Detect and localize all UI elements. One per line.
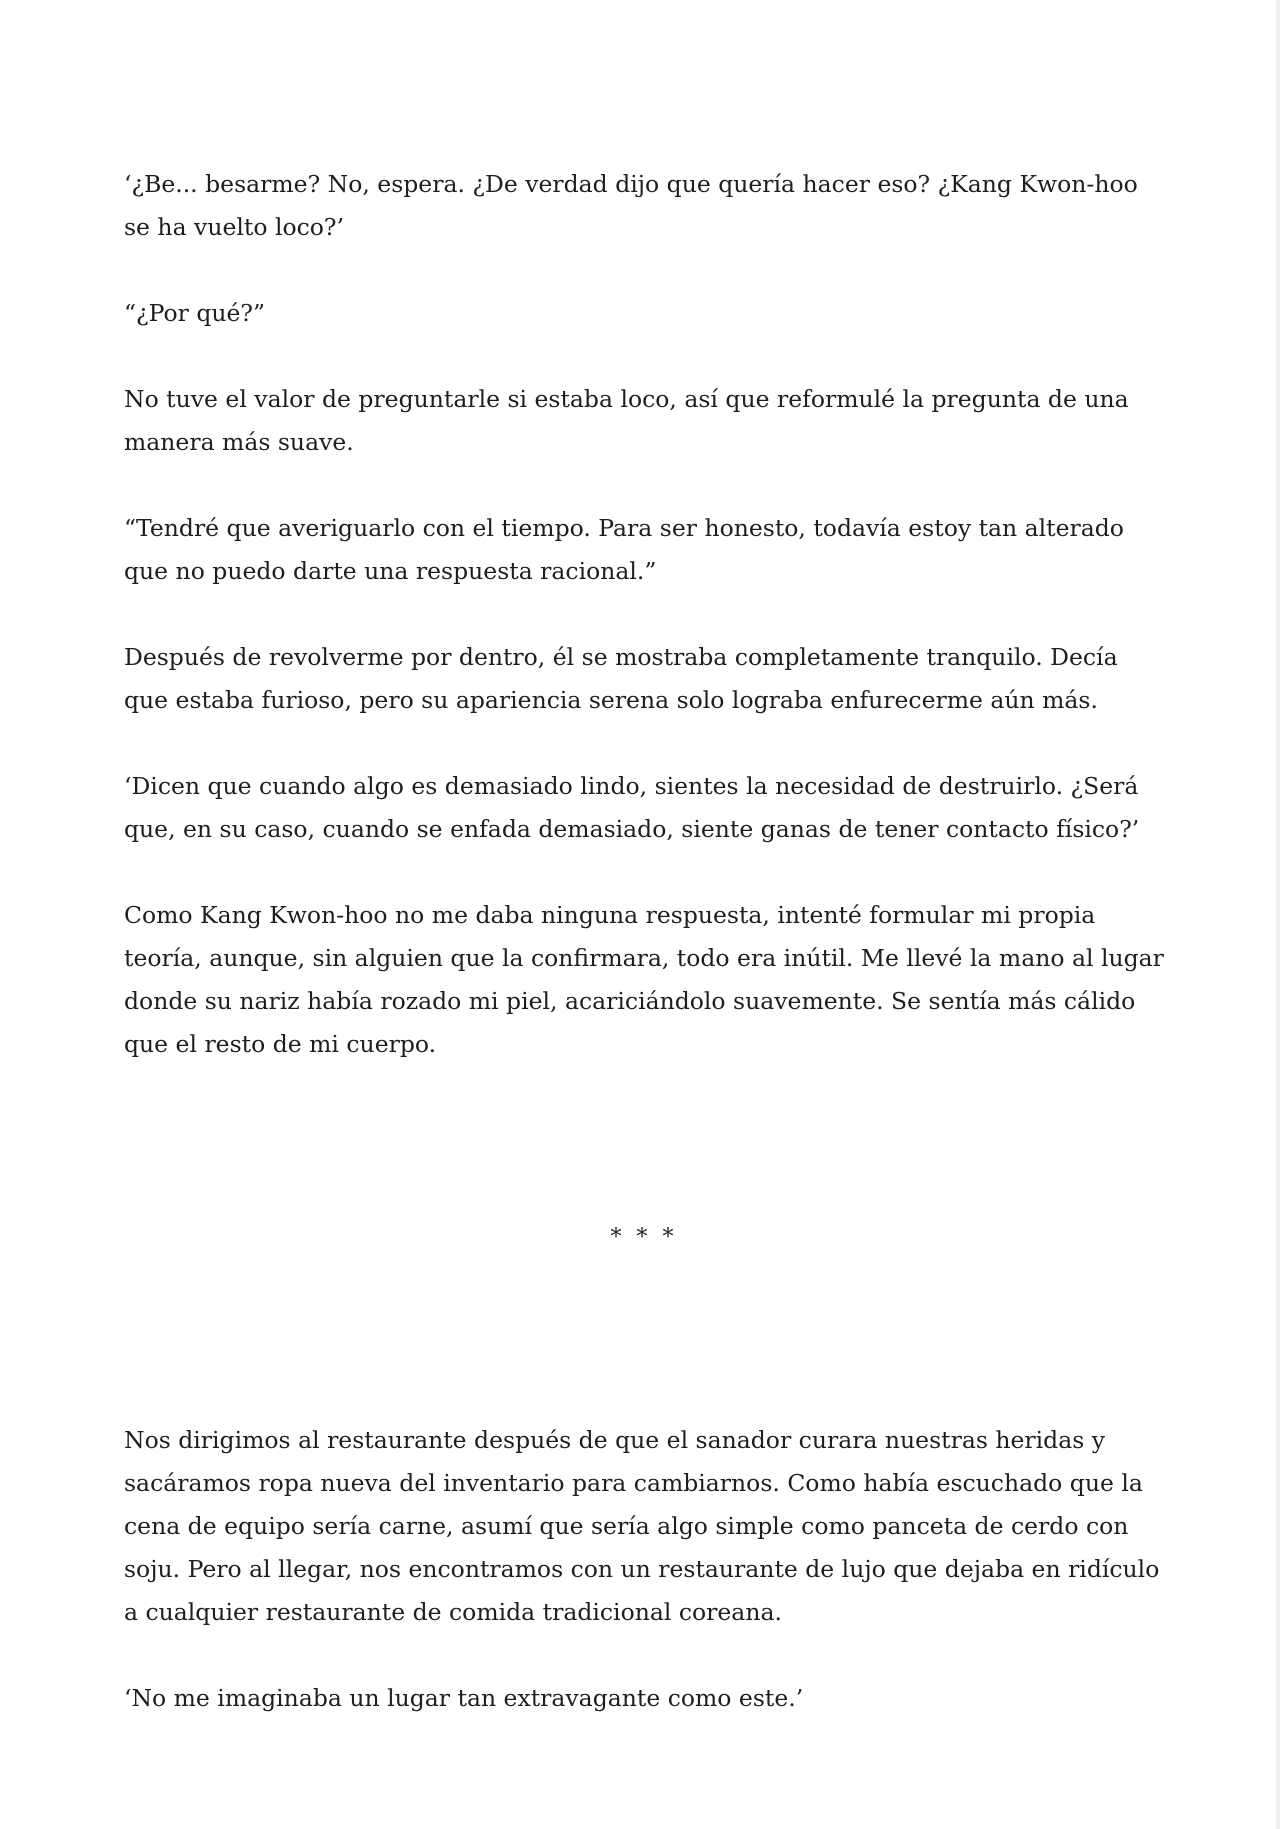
- paragraph-2: “¿Por qué?”: [124, 299, 266, 327]
- paragraph-7: Como Kang Kwon-hoo no me daba ninguna respuesta, intenté formular mi propia teoría, aunque, sin alguien que la confirmara, todo era inútil. Me llevé la mano al lugar donde su nariz había rozado mi piel, acariciándolo suavemente. Se sentía más cálido que el resto de mi cuerpo.: [124, 901, 1164, 1058]
- paragraph-1: ‘¿Be... besarme? No, espera. ¿De verdad dijo que quería hacer eso? ¿Kang Kwon-hoo se ha vuelto loco?’: [124, 170, 1138, 241]
- paragraph-4: “Tendré que averiguarlo con el tiempo. Para ser honesto, todavía estoy tan alterado que no puedo darte una respuesta racional.”: [124, 514, 1124, 585]
- paragraph-6: ‘Dicen que cuando algo es demasiado lindo, sientes la necesidad de destruirlo. ¿Será que, en su caso, cuando se enfada demasiado, siente ganas de tener contacto físico?’: [124, 772, 1140, 843]
- page-edge: [1276, 0, 1280, 1829]
- paragraph-9: ‘No me imaginaba un lugar tan extravagante como este.’: [124, 1684, 804, 1712]
- paragraph-8: Nos dirigimos al restaurante después de que el sanador curara nuestras heridas y sacáramos ropa nueva del inventario para cambiarnos. Como había escuchado que la cena de equipo sería carne, asumí que sería algo simple como panceta de cerdo con soju. Pero al llegar, nos encontramos con un restaurante de lujo que dejaba en ridículo a cualquier restaurante de comida tradicional coreana.: [124, 1426, 1160, 1626]
- paragraph-3: No tuve el valor de preguntarle si estaba loco, así que reformulé la pregunta de una manera más suave.: [124, 385, 1129, 456]
- document-body: [124, 163, 1164, 1720]
- scene-separator: * * *: [610, 1225, 678, 1250]
- paragraph-5: Después de revolverme por dentro, él se mostraba completamente tranquilo. Decía que estaba furioso, pero su apariencia serena solo lograba enfurecerme aún más.: [124, 643, 1118, 714]
